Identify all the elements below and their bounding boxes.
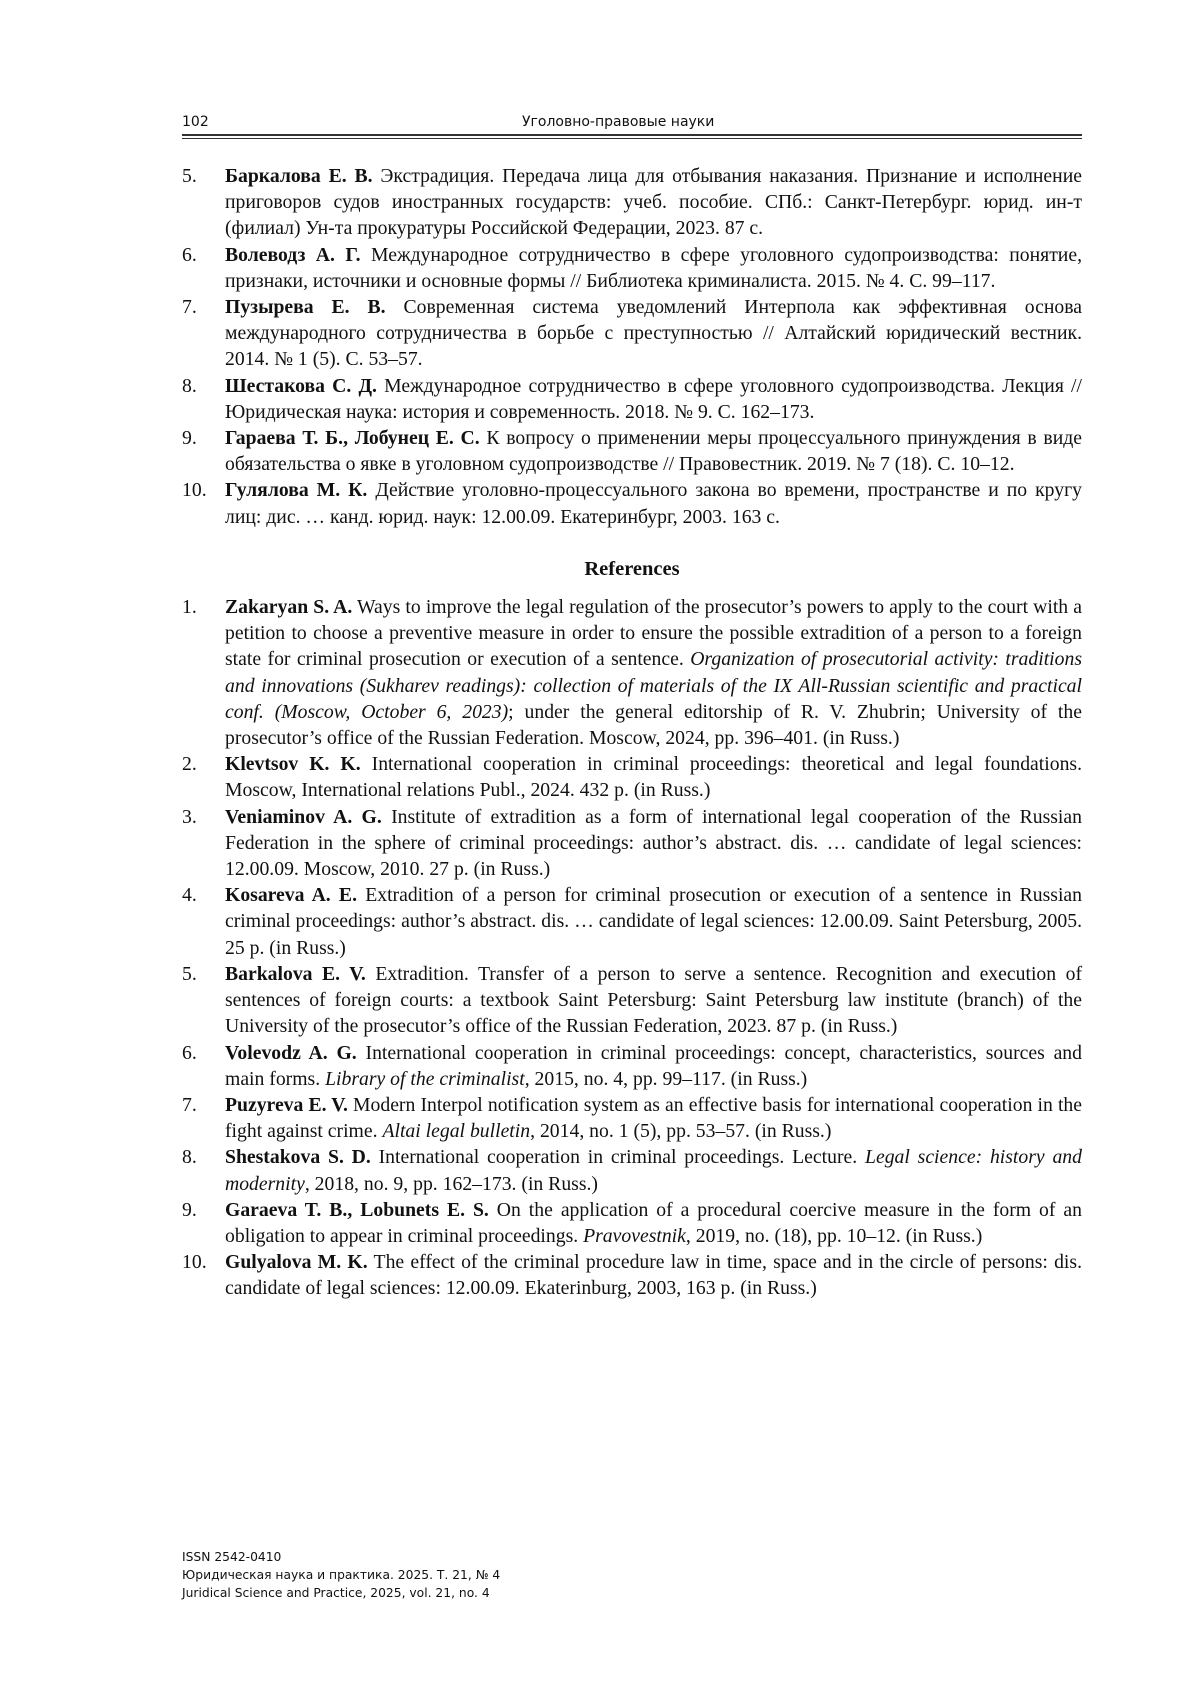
ref-number: 6. (182, 243, 197, 266)
ref-author: Гараева Т. Б., Лобунец Е. С. (225, 427, 480, 450)
ref-text: Международное сотрудничество в сфере уголовного судопроизводства: понятие, признаки, источники и основные формы // Библиотека криминалиста. 2015. № 4. С. 99–117. (225, 243, 1083, 292)
header-rule-thick (182, 134, 1082, 136)
ref-source: Pravovestnik (583, 1224, 686, 1247)
ref-number: 10. (182, 1251, 207, 1274)
journal-title-ru: Юридическая наука и практика. 2025. Т. 21, № 4 (182, 1568, 501, 1582)
ref-number: 7. (182, 1093, 197, 1116)
ref-text: Действие уголовно-процессуального закона во времени, пространстве и по кругу лиц: дис. … канд. юрид. наук: 12.00.09. Екатеринбург, 2003. 163 с. (225, 479, 1082, 528)
ref-author: Гулялова М. К. (225, 479, 368, 502)
references-heading: References (584, 557, 680, 580)
ref-text: Institute of extradition as a form of international legal cooperation of the Russian Federation in the sphere of criminal proceedings: author’s abstract. dis. … candidate of legal sciences: 12.00.09. Moscow, 2010. 27 p. (in Russ.) (225, 805, 1082, 881)
list-item (182, 961, 1082, 1040)
ref-author: Volevodz A. G. (225, 1041, 357, 1064)
ref-number: 4. (182, 884, 197, 907)
russian-reference-list (182, 163, 1082, 530)
page-header (182, 111, 1082, 133)
ref-author: Zakaryan S. A. (225, 596, 353, 619)
ref-author: Пузырева Е. В. (225, 296, 386, 319)
ref-text: К вопросу о применении меры процессуального принуждения в виде обязательства о явке в уголовном судопроизводстве // Правовестник. 2019. № 7 (18). С. 10–12. (225, 427, 1082, 476)
ref-tail: , 2018, no. 9, pp. 162–173. (in Russ.) (304, 1172, 598, 1195)
list-item (182, 1144, 1082, 1196)
header-rule-thin (182, 138, 1082, 139)
ref-text: International cooperation in criminal proceedings: concept, characteristics, sources and main forms. (225, 1041, 1082, 1090)
ref-number: 7. (182, 296, 197, 319)
list-item (182, 425, 1082, 477)
ref-number: 8. (182, 374, 197, 397)
ref-author: Veniaminov A. G. (225, 805, 382, 828)
ref-source: Library of the criminalist (325, 1067, 525, 1090)
ref-text: Ways to improve the legal regulation of the prosecutor’s powers to apply to the court with a petition to choose a preventive measure in order to ensure the possible extradition of a person to a foreign state for criminal prosecution or execution of a sentence. (225, 596, 1082, 671)
ref-tail: ; under the general editorship of R. V. Zhubrin; University of the prosecutor’s office of the Russian Federation. Moscow, 2024, pp. 396–401. (in Russ.) (225, 700, 1082, 750)
page-content (182, 163, 1082, 1302)
ref-number: 8. (182, 1146, 197, 1169)
ref-text: Extradition of a person for criminal prosecution or execution of a sentence in Russian criminal proceedings: author’s abstract. dis. … candidate of legal sciences: 12.00.09. Saint Petersburg, 2005. 25 p. (in Russ.) (225, 884, 1082, 959)
ref-number: 5. (182, 962, 197, 985)
list-item (182, 751, 1082, 803)
ref-text: Экстрадиция. Передача лица для отбывания наказания. Признание и исполнение приговоров судов иностранных государств: учеб. пособие. СПб.: Санкт-Петербург. юрид. ин-т (филиал) Ун-та прокуратуры Российской Федерации, 2023. 87 с. (225, 165, 1082, 240)
page-number: 102 (182, 114, 209, 130)
ref-text: Extradition. Transfer of a person to serve a sentence. Recognition and execution of sentences of foreign courts: a textbook Saint Petersburg: Saint Petersburg law institute (branch) of the University of the prosecutor’s office of the Russian Federation, 2023. 87 p. (in Russ.) (225, 962, 1083, 1038)
ref-tail: , 2015, no. 4, pp. 99–117. (in Russ.) (524, 1067, 808, 1090)
issn: ISSN 2542-0410 (182, 1550, 282, 1564)
list-item (182, 882, 1082, 961)
ref-author: Gulyalova M. K. (225, 1251, 368, 1274)
ref-author: Kosareva A. E. (225, 884, 357, 907)
list-item (182, 373, 1082, 425)
running-title: Уголовно-правовые науки (522, 114, 715, 130)
ref-source: Organization of prosecutorial activity: traditions and innovations (Sukharev readings): collection of materials of the IX All-Russian scientific and practical conf. (Moscow, October 6, 2023) (225, 648, 1083, 723)
ref-author: Barkalova E. V. (225, 962, 366, 985)
ref-number: 5. (182, 165, 197, 187)
ref-text: On the application of a procedural coercive measure in the form of an obligation to appear in criminal proceedings. (225, 1198, 1082, 1247)
ref-source: Legal science: history and modernity (225, 1146, 1082, 1195)
ref-number: 3. (182, 805, 197, 828)
ref-number: 1. (182, 596, 197, 619)
ref-number: 2. (182, 753, 197, 776)
list-item (182, 163, 1082, 242)
page-footer (182, 1548, 500, 1602)
list-item (182, 294, 1082, 373)
ref-number: 9. (182, 1198, 197, 1221)
ref-tail: , 2019, no. (18), pp. 10–12. (in Russ.) (685, 1224, 983, 1247)
list-item (182, 1092, 1082, 1144)
ref-text: Современная система уведомлений Интерпола как эффективная основа международного сотрудничества в борьбе с преступностью // Алтайский юридический вестник. 2014. № 1 (5). С. 53–57. (225, 296, 1082, 371)
list-item (182, 1249, 1082, 1301)
ref-text: Международное сотрудничество в сфере уголовного судопроизводства. Лекция // Юридическая наука: история и современность. 2018. № 9. С. 162–173. (225, 374, 1082, 423)
ref-text: International cooperation in criminal proceedings: theoretical and legal foundations. Moscow, International relations Publ., 2024. 432 p. (in Russ.) (225, 753, 1082, 802)
list-item (182, 804, 1082, 883)
ref-author: Шестакова С. Д. (225, 374, 377, 397)
ref-text: International cooperation in criminal proceedings. Lecture. (370, 1146, 865, 1169)
ref-number: 9. (182, 427, 197, 450)
ref-author: Puzyreva E. V. (225, 1093, 348, 1116)
journal-title-en: Juridical Science and Practice, 2025, vol. 21, no. 4 (182, 1586, 490, 1600)
ref-number: 6. (182, 1041, 197, 1064)
list-item (182, 1197, 1082, 1249)
ref-author: Klevtsov K. K. (225, 753, 361, 776)
ref-author: Shestakova S. D. (225, 1146, 371, 1169)
list-item (182, 242, 1082, 294)
ref-author: Волеводз А. Г. (225, 243, 361, 266)
ref-number: 10. (182, 479, 207, 502)
ref-source: Altai legal bulletin (382, 1120, 531, 1143)
ref-text: The effect of the criminal procedure law in time, space and in the circle of persons: dis. candidate of legal sciences: 12.00.09. Ekaterinburg, 2003, 163 p. (in Russ.) (225, 1251, 1082, 1300)
ref-tail: , 2014, no. 1 (5), pp. 53–57. (in Russ.) (530, 1120, 832, 1143)
list-item (182, 594, 1082, 751)
ref-text: Modern Interpol notification system as an effective basis for international cooperation in the fight against crime. (225, 1093, 1082, 1143)
list-item (182, 1040, 1082, 1092)
english-reference-list (182, 594, 1082, 1301)
ref-author: Баркалова Е. В. (225, 165, 373, 187)
list-item (182, 477, 1082, 529)
ref-author: Garaeva T. B., Lobunets E. S. (225, 1198, 489, 1221)
